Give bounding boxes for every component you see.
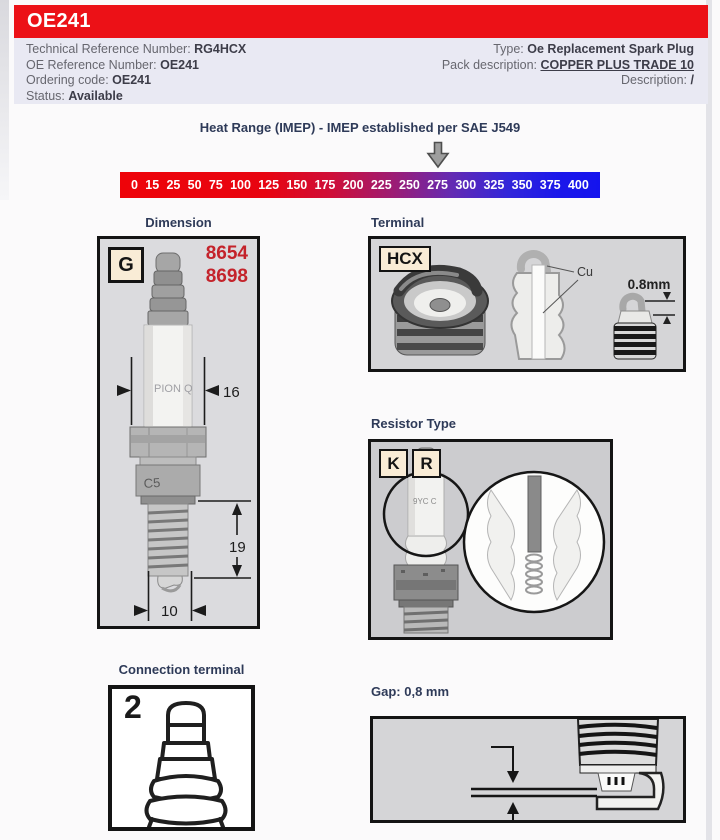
description-label: Description: [621, 73, 688, 87]
connection-terminal-section-title: Connection terminal [118, 662, 245, 677]
type-row [442, 42, 694, 58]
shell-print: C5 [143, 474, 161, 491]
part-numbers [206, 242, 248, 288]
ordering-code-row [26, 73, 246, 89]
product-info-right-column [442, 42, 694, 89]
resistor-diagram-box [368, 439, 613, 640]
heat-scale-value: 50 [187, 178, 202, 192]
status-label: Status: [26, 88, 65, 103]
description-value: / [690, 73, 694, 87]
product-info-panel [14, 38, 708, 104]
description-row [442, 73, 694, 89]
gap-section-title: Gap: 0,8 mm [371, 684, 450, 699]
heat-scale-value: 150 [286, 178, 308, 192]
spark-plug-dimension-illustration [100, 239, 257, 626]
technical-reference-row [26, 42, 246, 58]
resistor-insulator-print: 9YC C [413, 497, 437, 506]
technical-reference-label: Technical Reference Number: [26, 42, 191, 56]
firing-end-3d-view [392, 270, 488, 355]
copper-core-label: Cu [577, 265, 593, 279]
heat-scale-value: 100 [230, 178, 251, 192]
heat-scale-value: 250 [399, 178, 420, 192]
heat-scale-value: 75 [208, 178, 223, 192]
heat-scale-value: 400 [567, 178, 589, 192]
heat-scale-value: 25 [166, 178, 181, 192]
gap-diagram-box [370, 716, 686, 823]
product-info-left-column [26, 42, 246, 104]
heat-range-title: Heat Range (IMEP) - IMEP established per SAE J549 [199, 120, 521, 135]
resistor-code-r-badge: R [412, 449, 441, 478]
dimension-section-title: Dimension [145, 215, 212, 230]
resistor-code-k-badge: K [379, 449, 408, 478]
terminal-section-title: Terminal [371, 215, 425, 230]
heat-range-indicator-arrow-icon [426, 141, 450, 169]
pack-description-row [442, 58, 694, 74]
heat-scale-value: 0 [131, 178, 138, 192]
heat-range-scale-bar [120, 172, 600, 198]
resistor-section-title: Resistor Type [371, 416, 457, 431]
thread-type-badge: G [108, 247, 144, 283]
insulator-print-right: Q [184, 383, 193, 395]
heat-scale-value: 125 [258, 178, 280, 192]
connection-terminal-diagram-box [108, 685, 255, 831]
thread-length-dim: 19 [229, 539, 246, 556]
status-row [26, 89, 246, 105]
terminal-side-view [614, 277, 675, 359]
heat-scale-value: 375 [539, 178, 561, 192]
heat-scale-value: 200 [342, 178, 364, 192]
heat-scale-value: 175 [314, 178, 336, 192]
part-number-2: 8698 [205, 266, 248, 287]
page-title: OE241 [27, 10, 91, 32]
type-label: Type: [493, 42, 524, 56]
dimension-diagram-box [97, 236, 260, 629]
terminal-code-badge: HCX [379, 246, 431, 272]
connection-terminal-type-number: 2 [124, 689, 142, 725]
pack-description-label: Pack description: [441, 57, 537, 72]
page-edge-left [0, 0, 9, 200]
hex-size-dim: 16 [223, 384, 240, 401]
status-value: Available [68, 88, 123, 103]
type-value: Oe Replacement Spark Plug [527, 42, 694, 56]
heat-scale-value: 350 [511, 178, 533, 192]
heat-scale-value: 300 [455, 178, 477, 192]
terminal-outline-drawing [147, 703, 226, 827]
terminal-dimension-label: 0.8mm [627, 277, 671, 292]
oe-reference-label: OE Reference Number: [26, 57, 157, 72]
copper-core-cutaway-view [511, 254, 593, 359]
spark-plug-body [130, 253, 206, 591]
part-number-1: 8654 [205, 243, 248, 264]
page-title-bar [14, 5, 708, 38]
oe-reference-row [26, 58, 246, 74]
heat-scale-value: 15 [145, 178, 160, 192]
oe-reference-value: OE241 [160, 57, 200, 72]
terminal-diagram-box [368, 236, 686, 372]
pack-description-link[interactable]: COPPER PLUS TRADE 10 [540, 57, 694, 72]
thread-diameter-dim: 10 [161, 603, 178, 620]
ordering-code-value: OE241 [112, 73, 152, 87]
heat-scale-value: 275 [427, 178, 449, 192]
heat-scale-value: 325 [483, 178, 505, 192]
gap-illustration [373, 719, 683, 820]
gap-annotation [471, 747, 597, 820]
technical-reference-value: RG4HCX [194, 42, 247, 56]
heat-scale-value: 225 [370, 178, 392, 192]
ordering-code-label: Ordering code: [26, 73, 109, 87]
insulator-print-left: PION [154, 383, 181, 395]
